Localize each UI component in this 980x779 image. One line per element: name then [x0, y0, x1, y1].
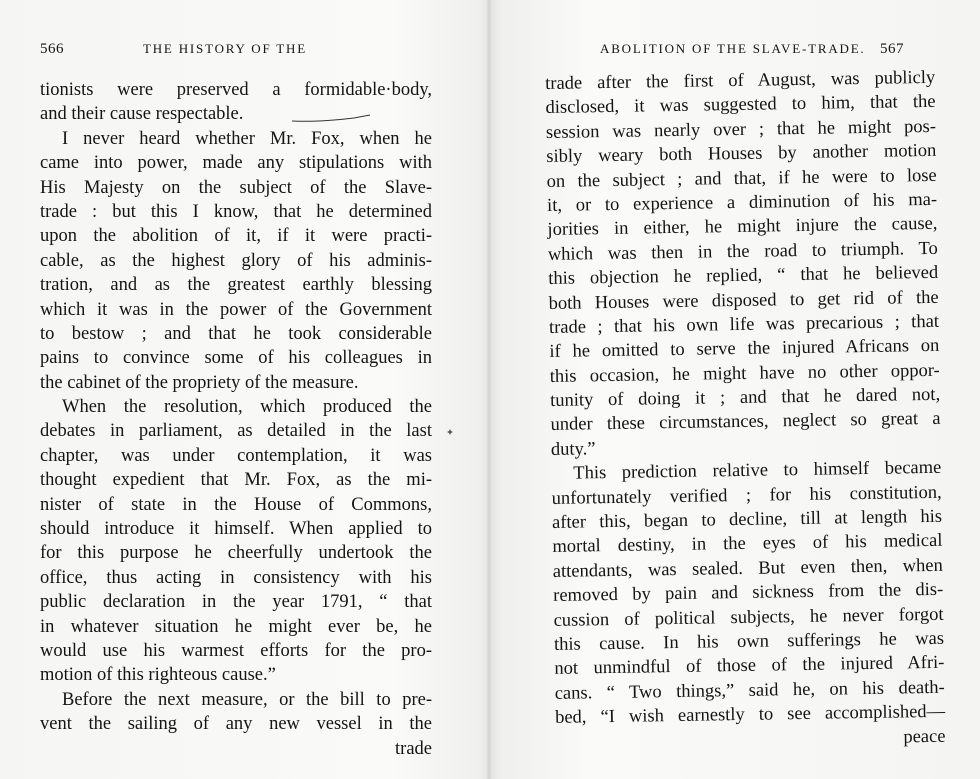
text-line: chapter, was under contemplation, it was [40, 445, 432, 466]
catchword: peace [903, 726, 946, 747]
text-line: trade : but this I know, that he determined [40, 201, 432, 222]
text-line: which it was in the power of the Government [40, 299, 432, 320]
text-line: This prediction relative to himself became [573, 458, 942, 484]
text-line: cable, as the highest glory of his adminis- [40, 250, 432, 271]
text-line: Before the next measure, or the bill to pre- [62, 689, 432, 710]
text-line: cans. “ Two things,” said he, on his death- [554, 677, 945, 704]
text-line: session was nearly over ; that he might pos- [545, 116, 937, 143]
text-line: for this purpose he cheerfully undertook the [40, 543, 432, 564]
text-line: motion of this righteous cause.” [40, 665, 276, 686]
text-line: His Majesty on the subject of the Slave- [40, 177, 432, 198]
text-line: public declaration in the year 1791, “ that [40, 592, 432, 613]
text-line: tunity of doing it ; and that he dared not, [550, 384, 941, 412]
text-line: nister of state in the House of Commons, [40, 494, 432, 515]
text-line: which was then in the road to triumph. To [547, 238, 938, 265]
text-line: it, or to experience a diminution of his ma- [546, 189, 938, 216]
text-line: and their cause respectable. [40, 104, 244, 125]
text-line: both Houses were disposed to get rid of the [548, 287, 939, 314]
text-line: trade ; that his own life was precarious ; that [548, 311, 940, 338]
pencil-mark [292, 114, 372, 124]
text-line: pains to convince some of his colleagues in [40, 348, 432, 369]
text-line: upon the abolition of it, if it were practi- [40, 226, 432, 247]
text-line: under these circumstances, neglect so great a [550, 409, 941, 436]
text-line: trade after the first of August, was publicly [545, 67, 936, 94]
text-line: came into power, made any stipulations with [40, 153, 432, 174]
right-page-text [545, 66, 946, 755]
text-line: duty.” [550, 439, 596, 460]
right-page-number: 567 [880, 41, 904, 57]
text-line: this occasion, he might have no other oppor- [549, 360, 940, 387]
text-line: after this, began to decline, till at length his [551, 506, 943, 533]
text-line: on the subject ; and that, if he were to lose [546, 165, 937, 192]
text-line: tionists were preserved a formidable·body, [40, 80, 432, 100]
ink-speck [446, 428, 454, 436]
text-line: tration, and as the greatest earthly blessing [40, 275, 432, 296]
left-running-head: THE HISTORY OF THE [143, 41, 307, 56]
text-line: disclosed, it was suggested to him, that the [545, 92, 936, 119]
text-line: vent the sailing of any new vessel in the [40, 714, 432, 735]
text-line: this cause. In his own sufferings he was [553, 628, 945, 655]
text-line: would use his warmest efforts for the pro- [40, 640, 432, 661]
text-line: unfortunately verified ; for his constitution, [551, 482, 942, 509]
catchword: trade [395, 738, 432, 759]
text-line: bed, “I wish earnestly to see accomplished— [554, 701, 946, 729]
text-line: office, thus acting in consistency with his [40, 567, 432, 588]
text-line: to bestow ; and that he took considerable [40, 323, 432, 344]
text-line: not unmindful of those of the injured Afri- [554, 653, 945, 680]
text-line: this objection he replied, “ that he believed [548, 262, 939, 290]
text-line: When the resolution, which produced the [62, 397, 432, 418]
text-line: removed by pain and sickness from the dis- [553, 580, 944, 607]
text-line: the cabinet of the propriety of the measure. [40, 372, 359, 393]
text-line: jorities in either, he might injure the cause, [547, 214, 938, 241]
book-gutter [486, 0, 492, 779]
text-line: thought expedient that Mr. Fox, as the mi- [40, 470, 432, 491]
left-page-text [40, 78, 432, 761]
text-line: should introduce it himself. When applied to [40, 519, 432, 540]
text-line: I never heard whether Mr. Fox, when he [62, 128, 432, 149]
text-line: in whatever situation he might ever be, he [40, 616, 432, 637]
text-line: debates in parliament, as detailed in the last [40, 421, 432, 442]
text-line: cussion of political subjects, he never forgot [553, 604, 944, 631]
text-line: attendants, was sealed. But even then, when [552, 555, 943, 582]
text-line: mortal destiny, in the eyes of his medical [552, 531, 943, 558]
text-line: sibly weary both Houses by another motion [546, 141, 937, 168]
text-line: if he omitted to serve the injured Africans on [549, 336, 940, 363]
left-page-number: 566 [40, 41, 64, 57]
right-running-head: ABOLITION OF THE SLAVE-TRADE. [600, 41, 866, 56]
